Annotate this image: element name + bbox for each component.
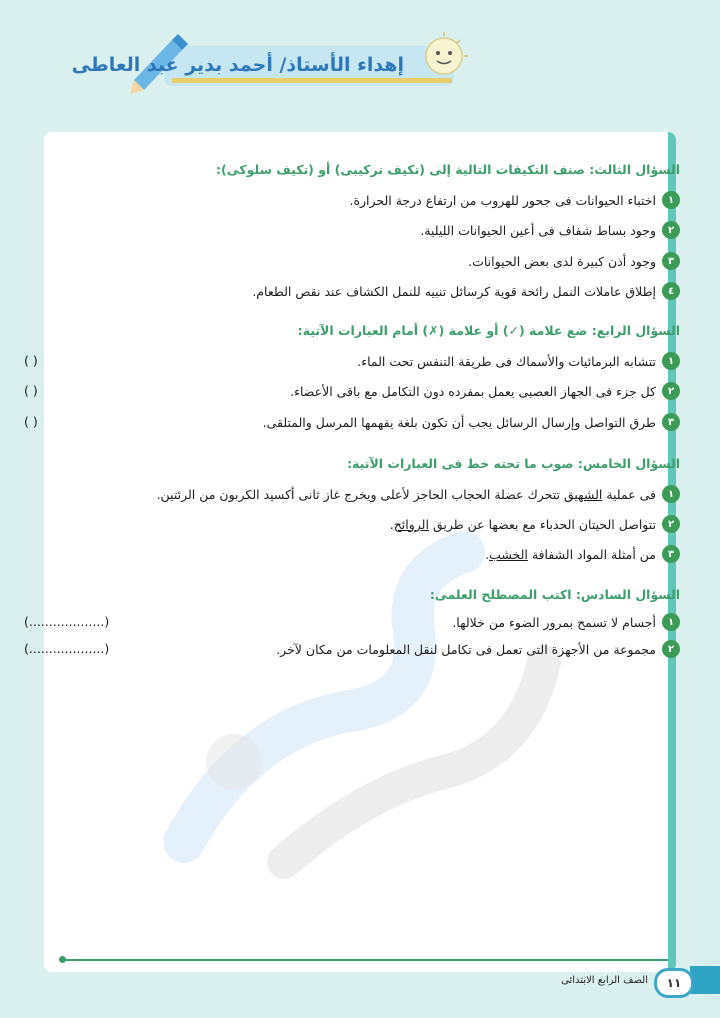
- item-text: مجموعة من الأجهزة التى تعمل فى تكامل لنقل المعلومات من مكان لآخر.: [276, 641, 656, 657]
- question-5-item-3: [485, 543, 680, 565]
- question-5-title: السؤال الخامس: صوب ما تحته خط فى العبارات الآتية:: [347, 456, 680, 471]
- question-5-item-1: [157, 483, 680, 505]
- item-text: أجسام لا تسمح بمرور الضوء من خلالها.: [452, 614, 656, 630]
- answer-blank[interactable]: (...................): [24, 641, 110, 656]
- number-badge: ٣: [662, 545, 680, 563]
- question-6-item-2: [276, 638, 680, 660]
- number-badge: ٢: [662, 640, 680, 658]
- number-badge: ١: [662, 352, 680, 370]
- page-number: ١١: [654, 968, 694, 998]
- underlined-term: الشهيق: [563, 486, 603, 502]
- answer-blank[interactable]: ( ): [24, 383, 38, 398]
- question-4-item-2: [290, 380, 680, 402]
- item-text-before: تتواصل الحيتان الحدباء مع بعضها عن طريق: [428, 516, 656, 532]
- item-text: إطلاق عاملات النمل رائحة قوية كرسائل تنبيه للنمل الكشاف عند نقص الطعام.: [252, 283, 656, 299]
- question-6-title: السؤال السادس: اكتب المصطلح العلمى:: [429, 587, 680, 602]
- question-6-item-1: [452, 611, 680, 633]
- answer-blank[interactable]: ( ): [24, 414, 38, 429]
- answer-blank[interactable]: ( ): [24, 353, 38, 368]
- question-3-item-3: [468, 250, 680, 272]
- question-3-title: السؤال الثالث: صنف التكيفات التالية إلى (تكيف تركيبى) أو (تكيف سلوكى):: [216, 162, 680, 177]
- footer-rule: [62, 959, 668, 961]
- number-badge: ٢: [662, 221, 680, 239]
- item-text-before: فى عملية: [602, 486, 656, 502]
- number-badge: ١: [662, 191, 680, 209]
- number-badge: ١: [662, 613, 680, 631]
- underlined-term: الخشب: [489, 546, 528, 562]
- question-3-item-2: [420, 219, 680, 241]
- question-3-item-1: [349, 189, 680, 211]
- number-badge: ٣: [662, 252, 680, 270]
- item-text-after: .: [389, 516, 394, 532]
- question-5-item-2: [390, 513, 680, 535]
- question-3-item-4: [252, 280, 680, 302]
- number-badge: ٢: [662, 382, 680, 400]
- number-badge: ١: [662, 485, 680, 503]
- question-4-item-1: [357, 350, 680, 372]
- dedication-title: إهداء الأستاذ/ أحمد بدير عبد العاطى: [71, 54, 404, 76]
- answer-blank[interactable]: (...................): [24, 614, 110, 629]
- number-badge: ٣: [662, 413, 680, 431]
- item-text: وجود بساط شفاف فى أعين الحيوانات الليلية.: [420, 222, 656, 238]
- item-text: كل جزء فى الجهاز العصبى يعمل بمفرده دون التكامل مع باقى الأعضاء.: [290, 383, 656, 399]
- item-text: تتشابه البرمائيات والأسماك فى طريقة التنفس تحت الماء.: [357, 353, 656, 369]
- item-text-after: .: [485, 546, 490, 562]
- item-text: وجود أذن كبيرة لدى بعض الحيوانات.: [468, 253, 656, 269]
- grade-label: الصف الرابع الابتدائى: [561, 975, 648, 986]
- footer-tab: [690, 966, 720, 994]
- item-text-before: من أمثلة المواد الشفافة: [527, 546, 656, 562]
- question-4-title: السؤال الرابع: ضع علامة (✓) أو علامة (✗) أمام العبارات الآتية:: [297, 323, 680, 338]
- item-text: طرق التواصل وإرسال الرسائل يجب أن تكون بلغة يفهمها المرسل والمتلقى.: [262, 414, 656, 430]
- question-4-item-3: [263, 411, 680, 433]
- item-text: اختباء الحيوانات فى جحور للهروب من ارتفاع درجة الحرارة.: [349, 192, 656, 208]
- underlined-term: الروائح: [393, 516, 429, 532]
- item-text-after: تتحرك عضلة الحجاب الحاجز لأعلى ويخرج غاز ثانى أكسيد الكربون من الرئتين.: [156, 486, 564, 502]
- number-badge: ٤: [662, 282, 680, 300]
- number-badge: ٢: [662, 515, 680, 533]
